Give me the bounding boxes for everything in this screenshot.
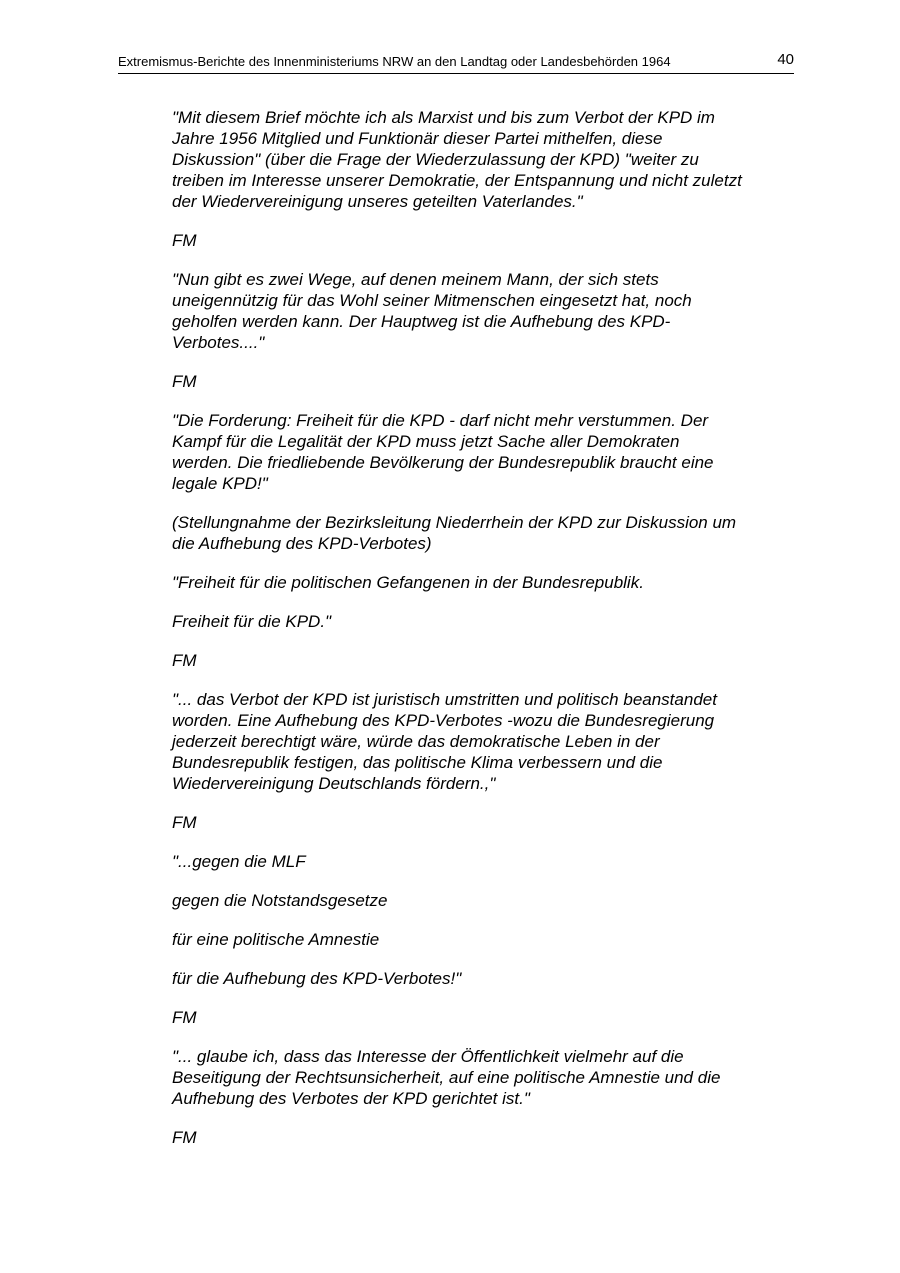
quote-paragraph: "Mit diesem Brief möchte ich als Marxist und bis zum Verbot der KPD im Jahre 1956 Mitglied und Funktionär dieser Partei mithelfen, diese Diskussion" (über die Frage der Wiederzulassung der KPD) "weiter zu treiben im Interesse unserer Demokratie, der Entspannung und nicht zuletzt der Wiedervereinigung unseres geteilten Vaterlandes." <box>172 108 742 211</box>
page-header <box>118 53 794 74</box>
quote-paragraph: gegen die Notstandsgesetze <box>172 891 388 910</box>
page-number: 40 <box>777 51 794 68</box>
attribution-paragraph: (Stellungnahme der Bezirksleitung Niederrhein der KPD zur Diskussion um die Aufhebung des KPD-Verbotes) <box>172 513 737 553</box>
source-label: FM <box>172 372 197 391</box>
quote-paragraph: "Die Forderung: Freiheit für die KPD - darf nicht mehr verstummen. Der Kampf für die Legalität der KPD muss jetzt Sache aller Demokraten werden. Die friedliebende Bevölkerung der Bundesrepublik braucht eine legale KPD!" <box>172 411 714 493</box>
source-label: FM <box>172 813 197 832</box>
quote-paragraph: "...gegen die MLF <box>172 852 306 871</box>
header-title: Extremismus-Berichte des Innenministeriums NRW an den Landtag oder Landesbehörden 1964 <box>118 54 671 69</box>
source-label: FM <box>172 1128 197 1147</box>
quote-paragraph: "... glaube ich, dass das Interesse der Öffentlichkeit vielmehr auf die Beseitigung der Rechtsunsicherheit, auf eine politische Amnestie und die Aufhebung des Verbotes der KPD gerichtet ist." <box>172 1047 721 1108</box>
source-label: FM <box>172 651 197 670</box>
quote-paragraph: Freiheit für die KPD." <box>172 612 332 631</box>
source-label: FM <box>172 1008 197 1027</box>
document-body <box>172 107 792 1166</box>
quote-paragraph: für die Aufhebung des KPD-Verbotes!" <box>172 969 462 988</box>
quote-paragraph: "Nun gibt es zwei Wege, auf denen meinem Mann, der sich stets uneigennützig für das Wohl seiner Mitmenschen eingesetzt hat, noch geholfen werden kann. Der Hauptweg ist die Aufhebung des KPD- Verbotes...." <box>172 270 692 352</box>
source-label: FM <box>172 231 197 250</box>
quote-paragraph: "... das Verbot der KPD ist juristisch umstritten und politisch beanstandet worden. Eine Aufhebung des KPD-Verbotes -wozu die Bundesregierung jederzeit berechtigt wäre, würde das demokratische Leben in der Bundesrepublik festigen, das politische Klima verbessern und die Wiedervereinigung Deutschlands fördern.," <box>172 690 717 793</box>
quote-paragraph: "Freiheit für die politischen Gefangenen in der Bundesrepublik. <box>172 573 644 592</box>
quote-paragraph: für eine politische Amnestie <box>172 930 380 949</box>
